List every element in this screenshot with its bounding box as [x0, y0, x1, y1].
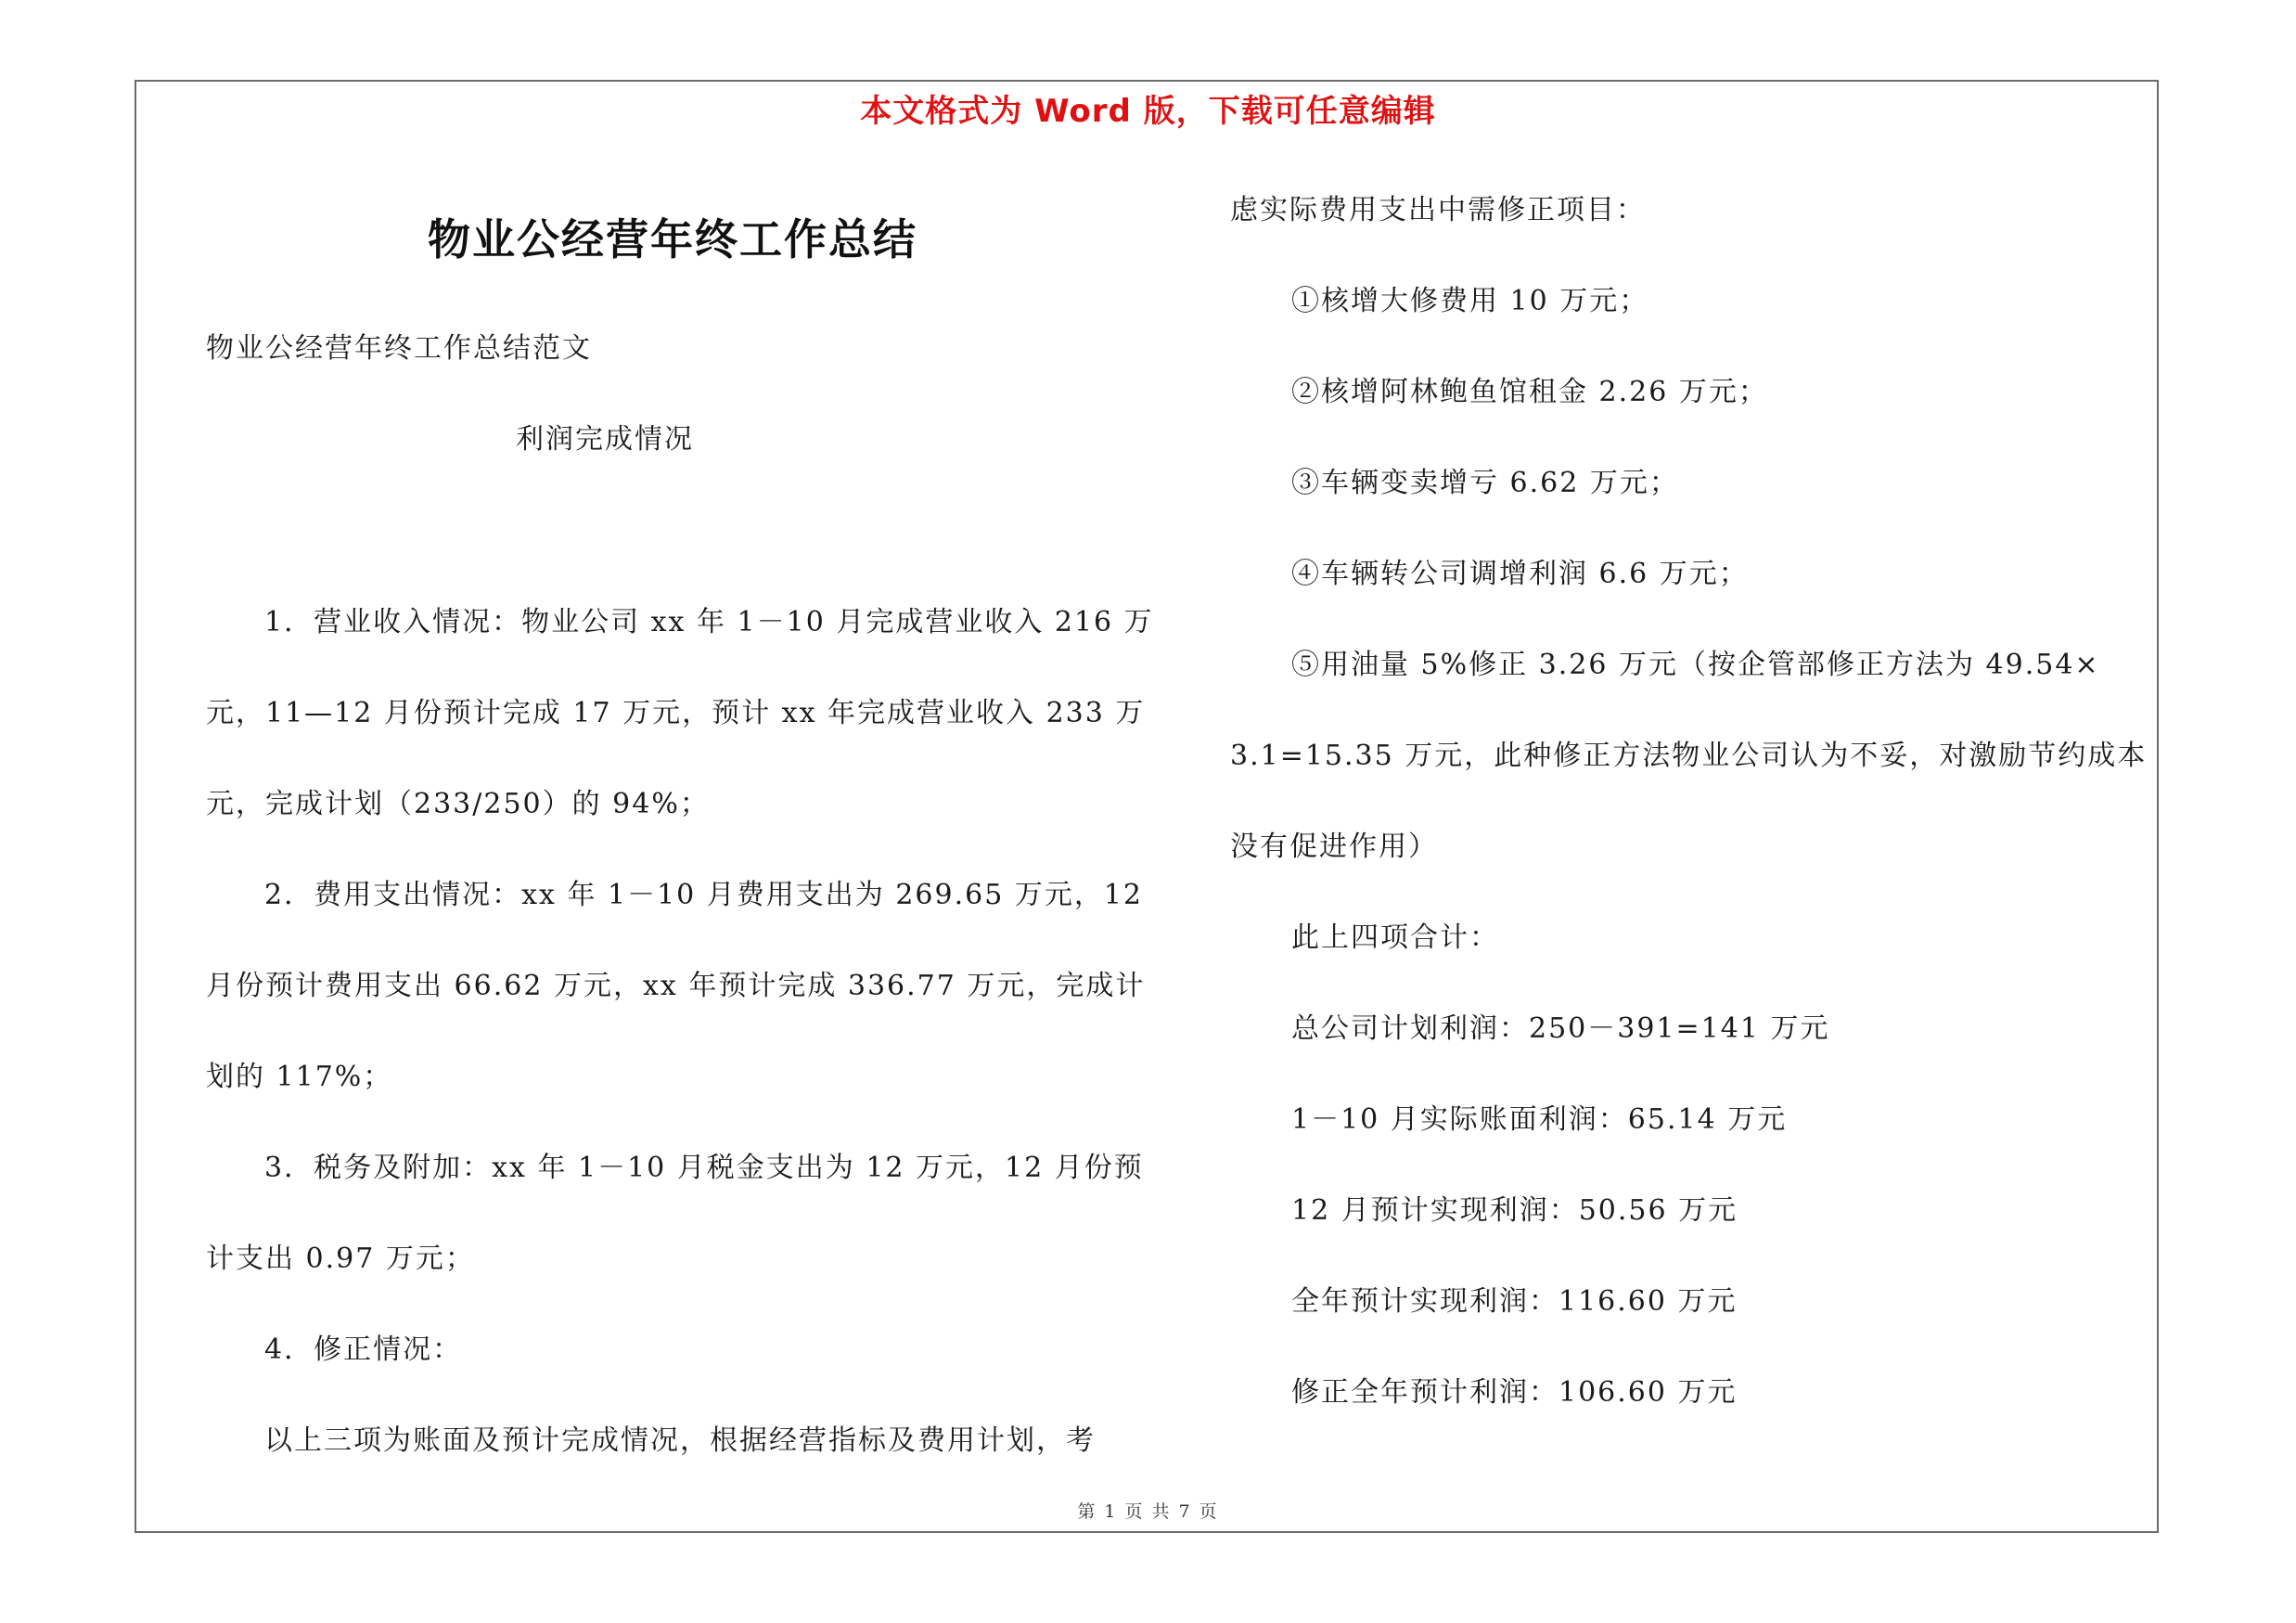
summary-line: 1－10 月实际账面利润：65.14 万元: [1291, 1103, 1788, 1136]
list-item: ③车辆变卖增亏 6.62 万元；: [1291, 467, 1679, 499]
paragraph-line: 虑实际费用支出中需修正项目：: [1230, 194, 1646, 226]
paragraph-line: 3.1=15.35 万元，此种修正方法物业公司认为不妥，对激励节约成本: [1230, 740, 2148, 772]
paragraph-line: 没有促进作用）: [1230, 831, 1438, 863]
section-heading: 利润完成情况: [516, 423, 694, 456]
subtitle-line: 物业公经营年终工作总结范文: [206, 332, 592, 365]
summary-line: 修正全年预计利润：106.60 万元: [1291, 1376, 1738, 1409]
paragraph-line: 2．费用支出情况：xx 年 1－10 月费用支出为 269.65 万元，12: [264, 879, 1144, 911]
list-item: ④车辆转公司调增利润 6.6 万元；: [1291, 558, 1749, 590]
summary-line: 12 月预计实现利润：50.56 万元: [1291, 1194, 1738, 1227]
paragraph-line: 4．修正情况：: [264, 1333, 463, 1366]
list-item: ⑤用油量 5%修正 3.26 万元（按企管部修正方法为 49.54×: [1291, 649, 2100, 681]
paragraph-line: 计支出 0.97 万元；: [206, 1243, 475, 1275]
list-item: ①核增大修费用 10 万元；: [1291, 285, 1649, 317]
paragraph-line: 1．营业收入情况：物业公司 xx 年 1－10 月完成营业收入 216 万: [264, 606, 1154, 638]
paragraph-line: 元，11—12 月份预计完成 17 万元，预计 xx 年完成营业收入 233 万: [206, 697, 1146, 729]
paragraph-line: 月份预计费用支出 66.62 万元，xx 年预计完成 336.77 万元，完成计: [206, 970, 1146, 1002]
paragraph-line: 以上三项为账面及预计完成情况，根据经营指标及费用计划，考: [264, 1424, 1096, 1457]
paragraph-line: 3．税务及附加：xx 年 1－10 月税金支出为 12 万元，12 月份预: [264, 1152, 1144, 1184]
summary-line: 总公司计划利润：250－391=141 万元: [1291, 1012, 1830, 1045]
page-number-footer: 第 1 页 共 7 页: [1077, 1501, 1219, 1522]
paragraph-line: 此上四项合计：: [1291, 921, 1499, 954]
paragraph-line: 元，完成计划（233/250）的 94%；: [206, 788, 710, 820]
format-notice-banner: 本文格式为 Word 版，下载可任意编辑: [860, 93, 1436, 130]
paragraph-line: 划的 117%；: [206, 1061, 393, 1093]
document-title: 物业公经营年终工作总结: [428, 214, 917, 264]
list-item: ②核增阿林鲍鱼馆租金 2.26 万元；: [1291, 376, 1768, 408]
summary-line: 全年预计实现利润：116.60 万元: [1291, 1285, 1738, 1318]
